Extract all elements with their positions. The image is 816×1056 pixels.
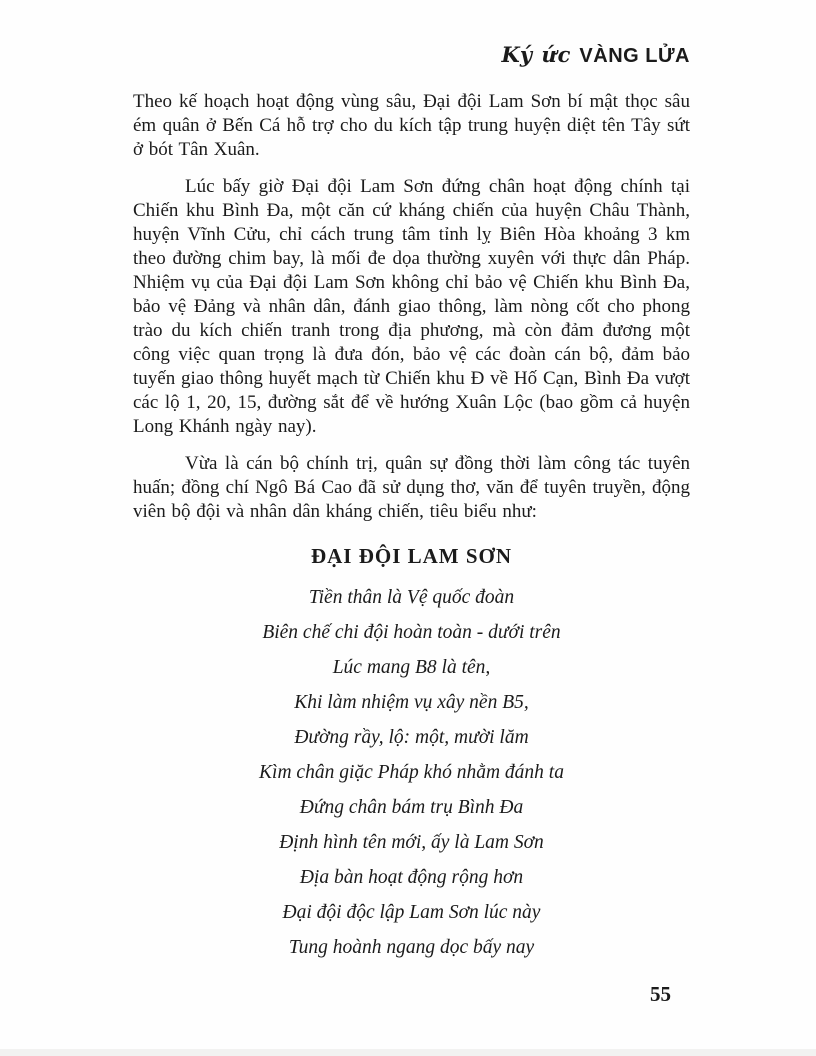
body-paragraph: Lúc bấy giờ Đại đội Lam Sơn đứng chân hoạt động chính tại Chiến khu Bình Đa, một căn cứ kháng chiến của huyện Châu Thành, huyện Vĩnh Cửu, chỉ cách trung tâm tỉnh lỵ Biên Hòa khoảng 3 km theo đường chim bay, là mối đe dọa thường xuyên với thực dân Pháp. Nhiệm vụ của Đại đội Lam Sơn không chỉ bảo vệ Chiến khu Bình Đa, bảo vệ Đảng và nhân dân, đánh giao thông, làm nòng cốt cho phong trào du kích chiến tranh trong địa phương, mà còn đảm đương một công việc quan trọng là đưa đón, bảo vệ các đoàn cán bộ, đảm bảo tuyến giao thông huyết mạch từ Chiến khu Đ về Hố Cạn, Bình Đa vượt các lộ 1, 20, 15, đường sắt để về hướng Xuân Lộc (bao gồm cả huyện Long Khánh ngày nay). [133, 176, 690, 437]
poem-line: Đứng chân bám trụ Bình Đa [299, 797, 524, 818]
running-header [133, 42, 690, 68]
poem-line: Lúc mang B8 là tên, [332, 657, 491, 678]
page-number: 55 [650, 982, 671, 1006]
poem-line: Biên chế chi đội hoàn toàn - dưới trên [262, 622, 561, 643]
text-column [133, 42, 690, 965]
body-paragraph: Vừa là cán bộ chính trị, quân sự đồng thời làm công tác tuyên huấn; đồng chí Ngô Bá Cao đã sử dụng thơ, văn để tuyên truyền, động viên bộ đội và nhân dân kháng chiến, tiêu biểu như: [133, 453, 690, 522]
poem-line: Tung hoành ngang dọc bấy nay [288, 937, 535, 958]
poem-line: Tiền thân là Vệ quốc đoàn [308, 587, 515, 608]
poem-line: Địa bàn hoạt động rộng hơn [299, 867, 524, 888]
running-header-book-title-script: Ký ức [501, 42, 572, 67]
scan-edge-artifact [0, 1049, 816, 1056]
poem-line: Khi làm nhiệm vụ xây nền B5, [294, 692, 529, 713]
poem-line: Kìm chân giặc Pháp khó nhằm đánh ta [259, 762, 564, 783]
poem-title: ĐẠI ĐỘI LAM SƠN [310, 544, 513, 568]
poem-line: Đại đội độc lập Lam Sơn lúc này [282, 902, 541, 923]
poem-line: Định hình tên mới, ấy là Lam Sơn [279, 832, 544, 853]
running-header-book-title-bold: VÀNG LỬA [579, 45, 690, 67]
poem [133, 580, 690, 965]
body-paragraph: Theo kế hoạch hoạt động vùng sâu, Đại đội Lam Sơn bí mật thọc sâu ém quân ở Bến Cá hỗ trợ cho du kích tập trung huyện diệt tên Tây sứt ở bót Tân Xuân. [133, 91, 690, 160]
poem-line: Đường rầy, lộ: một, mười lăm [294, 727, 529, 748]
